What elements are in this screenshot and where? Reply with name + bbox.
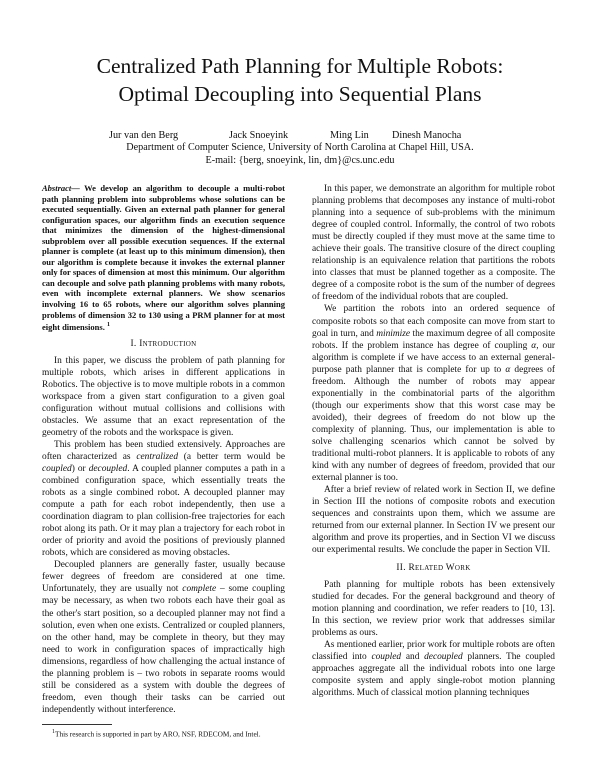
paragraph: In this paper, we discuss the problem of path planning for multiple robots, which arises in different applications in Robotics. The objective is to move multiple robots in a common workspace from a given start configuration to a given goal configuration without mutual collisions and collisions with obstacles. We assume that an exact representation of the geometry of the robots and the workspace is given. <box>42 355 285 438</box>
footnote: $^1$This research is supported in part by ARO, NSF, RDECOM, and Intel. <box>52 728 261 739</box>
paragraph: Decoupled planners are generally faster, usually because fewer degrees of freedom are considered at one time. Unfortunately, they are usually not complete – some coupling may be necessary, as when two robots each have their goal as the other's start position, so a decoupled planner may not find a solution, even when one exists. Centralized or coupled planners, on the other hand, may be complete in theory, but they may need to work in configuration spaces of impractically high dimensions, regardless of how challenging the actual instance of the planning problem is – two robots in separate rooms would still be considered as a system with double the degrees of freedom, even though their tasks can be carried out independently without interference. <box>42 560 285 715</box>
paragraph: After a brief review of related work in Section II, we define in Section III the notions of composite robots and execution sequences and constraints upon them, which we assume are returned from our external planner. In Section IV we present our algorithm and prove its properties, and in Section VI we discuss our experimental results. We conclude the paper in Section VII. <box>312 485 555 556</box>
paragraph: We partition the robots into an ordered sequence of composite robots so that each composite can move from start to goal in turn, and minimize the maximum degree of all composite robots. If the problem instance has degree of coupling α, our algorithm is complete if we have access to an external general-purpose path planner that is complete for up to α degrees of freedom. Although the number of robots may appear exponentially in the combinatorial parts of the algorithm (though our experiments show that this worst case may be avoided), their degrees of freedom do not blow up the complexity of planning. Thus, our implementation is able to solve challenging scenarios which cannot be solved by traditional multi-robot planners. It is applicable to robots of any kind with any number of degrees of freedom, provided that our external planner is too. <box>312 304 555 484</box>
section-heading-related-work: II. Related Work <box>396 563 471 574</box>
right-column <box>312 183 555 699</box>
paragraph: This problem has been studied extensively. Approaches are often characterized as centralized (a better term would be coupled) or decoupled. A coupled planner computes a path in a combined configuration space, which essentially treats the robots as a single combined robot. A decoupled planner may compute a path for each robot independently, then use a coordination diagram to plan collision-free trajectories for each robot along its path. Or it may plan a trajectory for each robot in order of priority and avoid the positions of previously planned robots, which are considered as moving obstacles. <box>42 439 285 559</box>
paragraph: In this paper, we demonstrate an algorithm for multiple robot planning problems that decomposes any instance of multi-robot planning into a sequence of sub-problems with the minimum degree of coupled control. Informally, the control of two robots must be directly coupled if they must move at the same time to achieve their goals. The transitive closure of the direct coupling relationship is an equivalence relation that partitions the robots into classes that must be planned together as a composite. The degree of a composite robot is the sum of the number of degrees of freedom of the individual robots that are coupled. <box>312 184 555 303</box>
author-name: Jack Snoeyink <box>229 130 289 141</box>
title-line-2: Optimal Decoupling into Sequential Plans <box>118 82 482 106</box>
abstract-lead: Abstract <box>42 183 72 193</box>
footnote-divider <box>42 724 112 725</box>
author-name: Ming Lin <box>330 130 369 141</box>
section-heading-introduction: I. Introduction <box>130 339 197 350</box>
email-line: E-mail: {berg, snoeyink, lin, dm}@cs.unc.edu <box>205 155 395 166</box>
affiliation: Department of Computer Science, University of North Carolina at Chapel Hill, USA. <box>126 142 474 153</box>
footnote-marker: 1 <box>106 322 110 329</box>
author-name: Dinesh Manocha <box>392 130 462 141</box>
paragraph: As mentioned earlier, prior work for multiple robots are often classified into coupled and decoupled planners. The coupled approaches aggregate all the individual robots into one large composite system and apply single-robot motion planning algorithms. Much of classical motion planning techniques <box>312 639 555 698</box>
left-column <box>42 183 285 738</box>
author-name: Jur van den Berg <box>109 130 179 141</box>
abstract-text: — We develop an algorithm to decouple a multi-robot path planning problem into subproblems whose solutions can be executed sequentially. Given an external path planner for general configuration spaces, our algorithm finds an execution sequence that minimizes the dimension of the highest-dimensional subproblem over all possible execution sequences. If the external planner is complete (at least up to this minimum dimension), then our algorithm is complete because it invokes the external planner only for spaces of dimension at most this minimum. Our algorithm can decouple and solve path planning problems with many robots, even with incomplete external planners. We show scenarios involving 16 to 65 robots, where our algorithm solves planning problems of dimension 32 to 130 using a PRM planner for at most eight dimensions. <box>42 183 285 332</box>
paragraph: Path planning for multiple robots has been extensively studied for decades. For the general background and theory of motion planning and coordination, we refer readers to [10, 13]. In this section, we review prior work that addresses similar problems as ours. <box>312 579 555 638</box>
abstract <box>42 183 285 332</box>
paper-title <box>30 52 570 108</box>
title-line-1: Centralized Path Planning for Multiple Robots: <box>96 54 504 78</box>
